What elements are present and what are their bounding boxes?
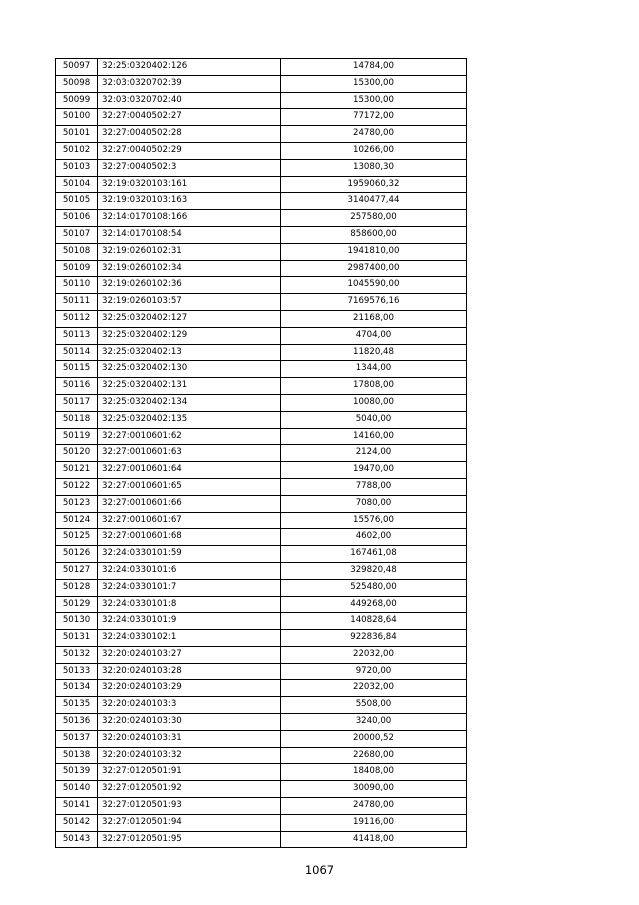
row-code-cell: 32:25:0320402:131 (98, 378, 281, 395)
row-code-cell: 32:20:0240103:3 (98, 697, 281, 714)
table-row (56, 59, 467, 76)
row-id-cell: 50125 (56, 529, 98, 546)
table-row (56, 747, 467, 764)
row-id-cell: 50130 (56, 613, 98, 630)
table-row (56, 92, 467, 109)
row-id-cell: 50129 (56, 596, 98, 613)
row-code-cell: 32:24:0330101:59 (98, 546, 281, 563)
row-code-cell: 32:20:0240103:30 (98, 714, 281, 731)
table-row (56, 361, 467, 378)
row-value-cell: 3240,00 (281, 714, 467, 731)
row-value-cell: 18408,00 (281, 764, 467, 781)
row-value-cell: 7080,00 (281, 495, 467, 512)
row-code-cell: 32:25:0320402:134 (98, 394, 281, 411)
table-row (56, 831, 467, 848)
row-value-cell: 30090,00 (281, 781, 467, 798)
table-row (56, 243, 467, 260)
row-id-cell: 50110 (56, 277, 98, 294)
table-row (56, 596, 467, 613)
table-row (56, 814, 467, 831)
row-code-cell: 32:20:0240103:32 (98, 747, 281, 764)
row-value-cell: 7169576,16 (281, 294, 467, 311)
row-value-cell: 858600,00 (281, 226, 467, 243)
row-id-cell: 50123 (56, 495, 98, 512)
row-id-cell: 50142 (56, 814, 98, 831)
row-id-cell: 50140 (56, 781, 98, 798)
row-value-cell: 20000,52 (281, 730, 467, 747)
table-row (56, 445, 467, 462)
row-id-cell: 50120 (56, 445, 98, 462)
row-value-cell: 11820,48 (281, 344, 467, 361)
table-row (56, 411, 467, 428)
table-row (56, 579, 467, 596)
row-code-cell: 32:25:0320402:135 (98, 411, 281, 428)
row-id-cell: 50128 (56, 579, 98, 596)
table-row (56, 512, 467, 529)
row-value-cell: 2124,00 (281, 445, 467, 462)
row-code-cell: 32:20:0240103:31 (98, 730, 281, 747)
table-row (56, 176, 467, 193)
row-value-cell: 1045590,00 (281, 277, 467, 294)
row-value-cell: 167461,08 (281, 546, 467, 563)
table-row (56, 310, 467, 327)
row-value-cell: 449268,00 (281, 596, 467, 613)
row-id-cell: 50098 (56, 75, 98, 92)
row-id-cell: 50103 (56, 159, 98, 176)
row-id-cell: 50105 (56, 193, 98, 210)
row-value-cell: 10080,00 (281, 394, 467, 411)
row-code-cell: 32:27:0120501:94 (98, 814, 281, 831)
row-value-cell: 329820,48 (281, 562, 467, 579)
row-id-cell: 50143 (56, 831, 98, 848)
row-code-cell: 32:25:0320402:129 (98, 327, 281, 344)
row-id-cell: 50131 (56, 630, 98, 647)
row-value-cell: 1959060,32 (281, 176, 467, 193)
table-row (56, 75, 467, 92)
table-row (56, 478, 467, 495)
row-id-cell: 50139 (56, 764, 98, 781)
table-row (56, 378, 467, 395)
row-id-cell: 50132 (56, 646, 98, 663)
table-row (56, 546, 467, 563)
row-code-cell: 32:14:0170108:166 (98, 210, 281, 227)
row-value-cell: 21168,00 (281, 310, 467, 327)
row-id-cell: 50138 (56, 747, 98, 764)
row-id-cell: 50104 (56, 176, 98, 193)
table-row (56, 798, 467, 815)
row-code-cell: 32:27:0040502:3 (98, 159, 281, 176)
table-row (56, 428, 467, 445)
row-code-cell: 32:27:0010601:64 (98, 462, 281, 479)
row-id-cell: 50137 (56, 730, 98, 747)
row-code-cell: 32:27:0040502:29 (98, 142, 281, 159)
row-code-cell: 32:27:0010601:66 (98, 495, 281, 512)
row-value-cell: 14160,00 (281, 428, 467, 445)
table-row (56, 495, 467, 512)
row-id-cell: 50113 (56, 327, 98, 344)
row-id-cell: 50116 (56, 378, 98, 395)
row-value-cell: 257580,00 (281, 210, 467, 227)
row-value-cell: 24780,00 (281, 798, 467, 815)
row-id-cell: 50099 (56, 92, 98, 109)
row-value-cell: 17808,00 (281, 378, 467, 395)
row-value-cell: 5040,00 (281, 411, 467, 428)
row-id-cell: 50109 (56, 260, 98, 277)
page-number: 1067 (304, 863, 335, 877)
row-value-cell: 22032,00 (281, 646, 467, 663)
row-value-cell: 10266,00 (281, 142, 467, 159)
row-code-cell: 32:20:0240103:28 (98, 663, 281, 680)
row-value-cell: 140828,64 (281, 613, 467, 630)
row-value-cell: 4602,00 (281, 529, 467, 546)
row-id-cell: 50117 (56, 394, 98, 411)
row-id-cell: 50126 (56, 546, 98, 563)
table-row (56, 663, 467, 680)
row-code-cell: 32:19:0320103:163 (98, 193, 281, 210)
row-code-cell: 32:24:0330101:8 (98, 596, 281, 613)
row-code-cell: 32:19:0260103:57 (98, 294, 281, 311)
table-row (56, 613, 467, 630)
row-code-cell: 32:19:0260102:36 (98, 277, 281, 294)
row-id-cell: 50136 (56, 714, 98, 731)
table-row (56, 142, 467, 159)
table-row (56, 327, 467, 344)
row-id-cell: 50114 (56, 344, 98, 361)
row-id-cell: 50134 (56, 680, 98, 697)
row-code-cell: 32:27:0120501:93 (98, 798, 281, 815)
row-value-cell: 7788,00 (281, 478, 467, 495)
row-value-cell: 41418,00 (281, 831, 467, 848)
row-code-cell: 32:27:0010601:63 (98, 445, 281, 462)
row-value-cell: 1344,00 (281, 361, 467, 378)
row-id-cell: 50102 (56, 142, 98, 159)
table-row (56, 193, 467, 210)
row-code-cell: 32:25:0320402:127 (98, 310, 281, 327)
row-id-cell: 50121 (56, 462, 98, 479)
table-row (56, 294, 467, 311)
row-code-cell: 32:24:0330101:6 (98, 562, 281, 579)
row-value-cell: 4704,00 (281, 327, 467, 344)
row-value-cell: 525480,00 (281, 579, 467, 596)
row-id-cell: 50135 (56, 697, 98, 714)
table-row (56, 781, 467, 798)
row-code-cell: 32:27:0010601:65 (98, 478, 281, 495)
row-code-cell: 32:27:0010601:68 (98, 529, 281, 546)
row-id-cell: 50141 (56, 798, 98, 815)
row-code-cell: 32:19:0260102:31 (98, 243, 281, 260)
table-row (56, 210, 467, 227)
row-value-cell: 15300,00 (281, 92, 467, 109)
row-id-cell: 50101 (56, 126, 98, 143)
row-code-cell: 32:27:0120501:91 (98, 764, 281, 781)
table-row (56, 394, 467, 411)
row-code-cell: 32:27:0120501:92 (98, 781, 281, 798)
table-row (56, 764, 467, 781)
row-value-cell: 19116,00 (281, 814, 467, 831)
row-code-cell: 32:03:0320702:39 (98, 75, 281, 92)
table-row (56, 159, 467, 176)
row-id-cell: 50133 (56, 663, 98, 680)
row-id-cell: 50119 (56, 428, 98, 445)
row-id-cell: 50115 (56, 361, 98, 378)
row-id-cell: 50112 (56, 310, 98, 327)
table-row (56, 277, 467, 294)
row-value-cell: 14784,00 (281, 59, 467, 76)
row-value-cell: 22680,00 (281, 747, 467, 764)
row-value-cell: 1941810,00 (281, 243, 467, 260)
row-code-cell: 32:19:0260102:34 (98, 260, 281, 277)
row-id-cell: 50097 (56, 59, 98, 76)
row-id-cell: 50118 (56, 411, 98, 428)
table-row (56, 730, 467, 747)
row-id-cell: 50106 (56, 210, 98, 227)
row-code-cell: 32:24:0330101:7 (98, 579, 281, 596)
row-code-cell: 32:25:0320402:13 (98, 344, 281, 361)
table-row (56, 226, 467, 243)
row-value-cell: 15300,00 (281, 75, 467, 92)
row-value-cell: 22032,00 (281, 680, 467, 697)
row-id-cell: 50108 (56, 243, 98, 260)
row-value-cell: 19470,00 (281, 462, 467, 479)
row-value-cell: 5508,00 (281, 697, 467, 714)
row-code-cell: 32:03:0320702:40 (98, 92, 281, 109)
row-id-cell: 50100 (56, 109, 98, 126)
table-row (56, 630, 467, 647)
table-row (56, 109, 467, 126)
row-code-cell: 32:25:0320402:126 (98, 59, 281, 76)
row-code-cell: 32:20:0240103:27 (98, 646, 281, 663)
row-id-cell: 50124 (56, 512, 98, 529)
table-row (56, 462, 467, 479)
row-code-cell: 32:27:0120501:95 (98, 831, 281, 848)
row-id-cell: 50107 (56, 226, 98, 243)
row-code-cell: 32:27:0010601:67 (98, 512, 281, 529)
row-id-cell: 50122 (56, 478, 98, 495)
row-code-cell: 32:27:0010601:62 (98, 428, 281, 445)
row-value-cell: 922836,84 (281, 630, 467, 647)
table-row (56, 697, 467, 714)
table-row (56, 126, 467, 143)
table-body (56, 59, 467, 848)
row-code-cell: 32:19:0320103:161 (98, 176, 281, 193)
table-row (56, 562, 467, 579)
row-value-cell: 77172,00 (281, 109, 467, 126)
row-id-cell: 50111 (56, 294, 98, 311)
row-value-cell: 2987400,00 (281, 260, 467, 277)
table-row (56, 646, 467, 663)
row-value-cell: 3140477,44 (281, 193, 467, 210)
table-row (56, 260, 467, 277)
row-code-cell: 32:20:0240103:29 (98, 680, 281, 697)
row-code-cell: 32:24:0330102:1 (98, 630, 281, 647)
data-table (55, 58, 467, 848)
row-code-cell: 32:27:0040502:28 (98, 126, 281, 143)
row-code-cell: 32:24:0330101:9 (98, 613, 281, 630)
row-code-cell: 32:25:0320402:130 (98, 361, 281, 378)
table-row (56, 714, 467, 731)
table-row (56, 680, 467, 697)
row-value-cell: 24780,00 (281, 126, 467, 143)
row-value-cell: 13080,30 (281, 159, 467, 176)
row-code-cell: 32:14:0170108:54 (98, 226, 281, 243)
table-row (56, 344, 467, 361)
row-id-cell: 50127 (56, 562, 98, 579)
row-value-cell: 9720,00 (281, 663, 467, 680)
row-code-cell: 32:27:0040502:27 (98, 109, 281, 126)
row-value-cell: 15576,00 (281, 512, 467, 529)
table-row (56, 529, 467, 546)
